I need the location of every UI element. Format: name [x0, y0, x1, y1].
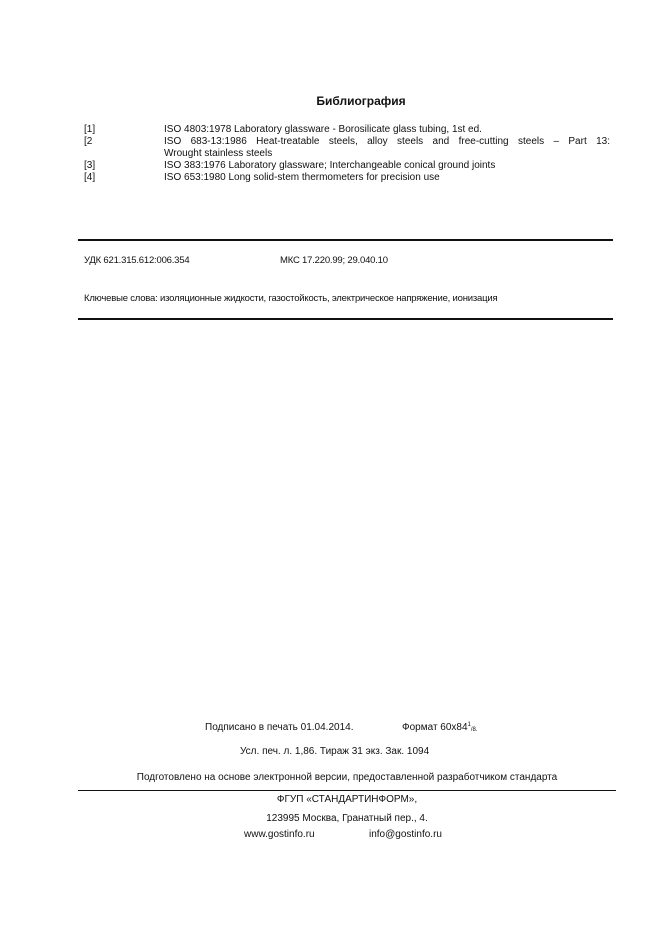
- entry-text: ISO 383:1976 Laboratory glassware; Interchangeable conical ground joints: [164, 160, 496, 171]
- bibliography-entry-2-cont: [84, 148, 610, 160]
- entry-number: [1]: [84, 124, 96, 135]
- entry-number: [4]: [84, 172, 96, 183]
- bibliography-title: Библиография: [316, 94, 406, 108]
- bottom-divider: [78, 318, 613, 320]
- publisher-email: info@gostinfo.ru: [369, 829, 442, 840]
- entry-text-continued: Wrought stainless steels: [164, 148, 273, 159]
- signed-date: Подписано в печать 01.04.2014.: [205, 722, 354, 733]
- bibliography-entry-1: [84, 124, 610, 136]
- bibliography-entry-3: [84, 160, 610, 172]
- entry-text: ISO 653:1980 Long solid-stem thermometers for precision use: [164, 172, 440, 183]
- format-info: Формат $60x84^1_{/8.}$: [402, 722, 478, 733]
- entry-text: ISO 4803:1978 Laboratory glassware - Borosilicate glass tubing, 1st ed.: [164, 124, 482, 135]
- top-divider: [78, 239, 613, 241]
- format-numerator: 1: [467, 722, 471, 728]
- keywords: Ключевые слова: изоляционные жидкости, газостойкость, электрическое напряжение, ионизация: [84, 293, 498, 304]
- publisher-name: ФГУП «СТАНДАРТИНФОРМ»,: [276, 794, 418, 805]
- format-denominator: /8.: [470, 727, 478, 733]
- bibliography-list: [84, 124, 610, 184]
- bibliography-entry-4: [84, 172, 610, 184]
- publisher-divider: [78, 790, 616, 791]
- mks-code: МКС 17.220.99; 29.040.10: [280, 255, 388, 266]
- publisher-website: www.gostinfo.ru: [244, 829, 315, 840]
- entry-number: [3]: [84, 160, 96, 171]
- entry-number: [2: [84, 136, 93, 147]
- prepared-note: Подготовлено на основе электронной версии, предоставленной разработчиком стандарта: [136, 772, 558, 783]
- publisher-address: 123995 Москва, Гранатный пер., 4.: [266, 813, 428, 824]
- udk-code: УДК 621.315.612:006.354: [84, 255, 190, 266]
- entry-text: ISO 683-13:1986 Heat-treatable steels, alloy steels and free-cutting steels – Part 13:: [164, 136, 610, 147]
- print-info: Усл. печ. л. 1,86. Тираж 31 экз. Зак. 1094: [240, 746, 430, 757]
- bibliography-entry-2: [84, 136, 610, 148]
